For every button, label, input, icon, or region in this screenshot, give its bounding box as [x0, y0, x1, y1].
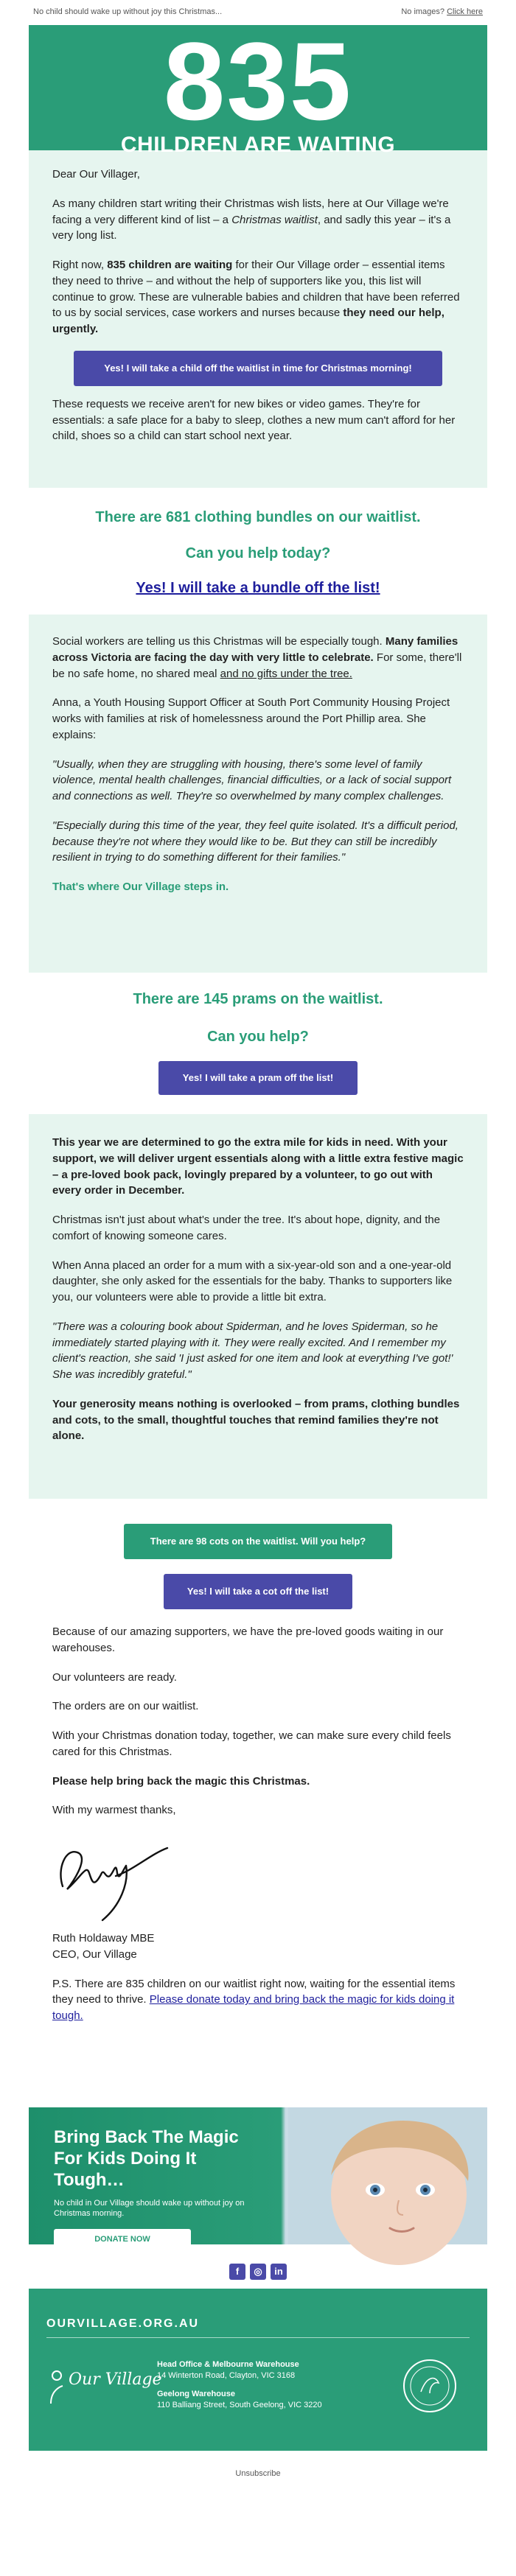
signatory-role: CEO, Our Village	[52, 1947, 137, 1961]
closing-paragraph-1: Because of our amazing supporters, we have the pre-loved goods waiting in our warehouses.	[52, 1625, 444, 1654]
banner-text-block	[54, 2127, 268, 2250]
take-cot-off-list-button[interactable]: Yes! I will take a cot off the list!	[164, 1574, 352, 1609]
take-bundle-link[interactable]: Yes! I will take a bundle off the list!	[136, 580, 380, 596]
facebook-icon[interactable]: f	[229, 2264, 245, 2280]
our-village-logo-mark	[46, 2359, 162, 2411]
signatory-name: Ruth Holdaway MBE	[52, 1932, 155, 1945]
client-reaction-quote: "There was a colouring book about Spiderman, and he loves Spiderman, so he immediately started playing with it. They were really excited. And I remember my client's reaction, she said 'I just asked for one item and look at everything I've got!' She was incredibly grateful."	[52, 1320, 453, 1381]
story-paragraph-1: Social workers are telling us this Christmas will be especially tough. Many families across Victoria are facing the day with very little to celebrate. For some, there'll be no safe home, no shared meal and no gifts under the tree.	[52, 635, 462, 680]
unsubscribe-footer	[29, 2451, 487, 2480]
banner-title: Bring Back The Magic For Kids Doing It Tough…	[54, 2127, 239, 2190]
prams-section	[29, 973, 487, 1114]
website-link[interactable]: OURVILLAGE.ORG.AU	[46, 2317, 200, 2330]
footer-divider	[46, 2337, 470, 2338]
prams-headline: There are 145 prams on the waitlist.	[133, 991, 383, 1007]
head-office-title: Head Office & Melbourne Warehouse	[157, 2360, 299, 2369]
hero-subtitle: CHILDREN ARE WAITING	[120, 133, 396, 157]
donate-now-button[interactable]: DONATE NOW	[54, 2229, 191, 2250]
intro-section	[29, 150, 487, 488]
take-pram-off-list-button[interactable]: Yes! I will take a pram off the list!	[158, 1061, 358, 1095]
banner-text: No child in Our Village should wake up without joy on Christmas morning.	[54, 2199, 245, 2218]
bundles-headline: There are 681 clothing bundles on our waitlist.	[95, 509, 421, 525]
head-office-address: 14 Winterton Road, Clayton, VIC 3168	[157, 2371, 296, 2380]
hero-banner	[29, 19, 487, 157]
footer	[29, 2289, 487, 2451]
postscript-donate-link[interactable]: Please donate today and bring back the magic for kids doing it tough.	[52, 1993, 455, 2022]
preheader-text: No child should wake up without joy this Christmas...	[33, 7, 223, 17]
click-here-link[interactable]: Click here	[447, 7, 483, 17]
closing-paragraph-2: Our volunteers are ready.	[52, 1670, 177, 1684]
extra-mile-paragraph-4: Your generosity means nothing is overlooked – from prams, clothing bundles and cots, to the small, thoughtful touches that remind families they're not alone.	[52, 1397, 460, 1443]
signature-image	[52, 1832, 178, 1923]
linkedin-icon[interactable]: in	[271, 2264, 287, 2280]
intro-paragraph-3: These requests we receive aren't for new bikes or video games. They're for essentials: a safe place for a baby to sleep, clothes a new mum can't afford for her child, shoes so a child can start school next year.	[52, 397, 456, 443]
closing-paragraph-3: The orders are on our waitlist.	[52, 1700, 199, 1713]
unsubscribe-link[interactable]: Unsubscribe	[235, 2469, 281, 2478]
story-section	[29, 615, 487, 973]
email-container	[29, 0, 487, 2480]
hero-number: 835	[163, 19, 353, 143]
geelong-address: 110 Balliang Street, South Geelong, VIC 3220	[157, 2401, 322, 2409]
baby-photo	[288, 2107, 487, 2244]
instagram-icon[interactable]: ◎	[250, 2264, 266, 2280]
cots-waitlist-button[interactable]: There are 98 cots on the waitlist. Will you help?	[124, 1524, 392, 1559]
no-images-notice: No images? Click here	[401, 7, 483, 17]
svg-text:Our Village: Our Village	[69, 2370, 162, 2389]
closing-paragraph-5: Please help bring back the magic this Christmas.	[52, 1774, 310, 1788]
sign-off: With my warmest thanks,	[52, 1804, 176, 1817]
anna-quote-2: "Especially during this time of the year, they feel quite isolated. It's a difficult period, because they're not where they would like to be. But they can still be incredibly resilient in trying to do something different for their families."	[52, 819, 459, 864]
intro-paragraph-1: As many children start writing their Christmas wish lists, here at Our Village we're facing a very different kind of list – a Christmas waitlist, and sadly this year – it's a very long list.	[52, 197, 451, 242]
cots-section	[29, 1499, 487, 1624]
greeting: Dear Our Villager,	[52, 168, 140, 181]
extra-mile-section	[29, 1114, 487, 1499]
donate-banner	[29, 2107, 487, 2244]
steps-in-line: That's where Our Village steps in.	[52, 881, 229, 893]
footer-addresses	[157, 2359, 322, 2411]
bundles-section	[29, 488, 487, 615]
extra-mile-paragraph-1: This year we are determined to go the extra mile for kids in need. With your support, we will deliver urgent essentials along with a little extra festive magic – a pre-loved book pack, lovingly prepared by a volunteer, to go out with every order in December.	[52, 1136, 464, 1197]
story-paragraph-2: Anna, a Youth Housing Support Officer at South Port Community Housing Project works with families at risk of homelessness around the Port Phillip area. She explains:	[52, 696, 450, 741]
prams-ask: Can you help?	[207, 1029, 309, 1045]
intro-paragraph-2: Right now, 835 children are waiting for their Our Village order – essential items they need to thrive – and without the help of supporters like you, this list will continue to grow. These are vulnerable babies and children that have been referred to us by social services, case workers and nurses because they need our help, urgently.	[52, 259, 460, 335]
postscript: P.S. There are 835 children on our waitlist right now, waiting for the essential items they need to thrive. Please donate today and bring back the magic for kids doing it tough.	[52, 1977, 456, 2022]
certification-seal-icon	[403, 2359, 456, 2412]
anna-quote-1: "Usually, when they are struggling with housing, there's some level of family violence, mental health challenges, financial difficulties, or a lack of social support and connections as well. They're so overwhelmed by many complex challenges.	[52, 757, 452, 802]
geelong-title: Geelong Warehouse	[157, 2390, 235, 2398]
extra-mile-paragraph-2: Christmas isn't just about what's under the tree. It's about hope, dignity, and the comfort of knowing someone cares.	[52, 1214, 441, 1242]
take-child-off-waitlist-button[interactable]: Yes! I will take a child off the waitlist in time for Christmas morning!	[74, 351, 442, 386]
extra-mile-paragraph-3: When Anna placed an order for a mum with a six-year-old son and a one-year-old daughter, she only asked for the essentials for the baby. Thanks to supporters like you, our volunteers were able to provide a little bit extra.	[52, 1259, 453, 1303]
bundles-ask: Can you help today?	[185, 545, 331, 561]
our-village-logo	[46, 2359, 162, 2414]
closing-section	[29, 1624, 487, 2087]
closing-paragraph-4: With your Christmas donation today, together, we can make sure every child feels cared for this Christmas.	[52, 1729, 451, 1758]
